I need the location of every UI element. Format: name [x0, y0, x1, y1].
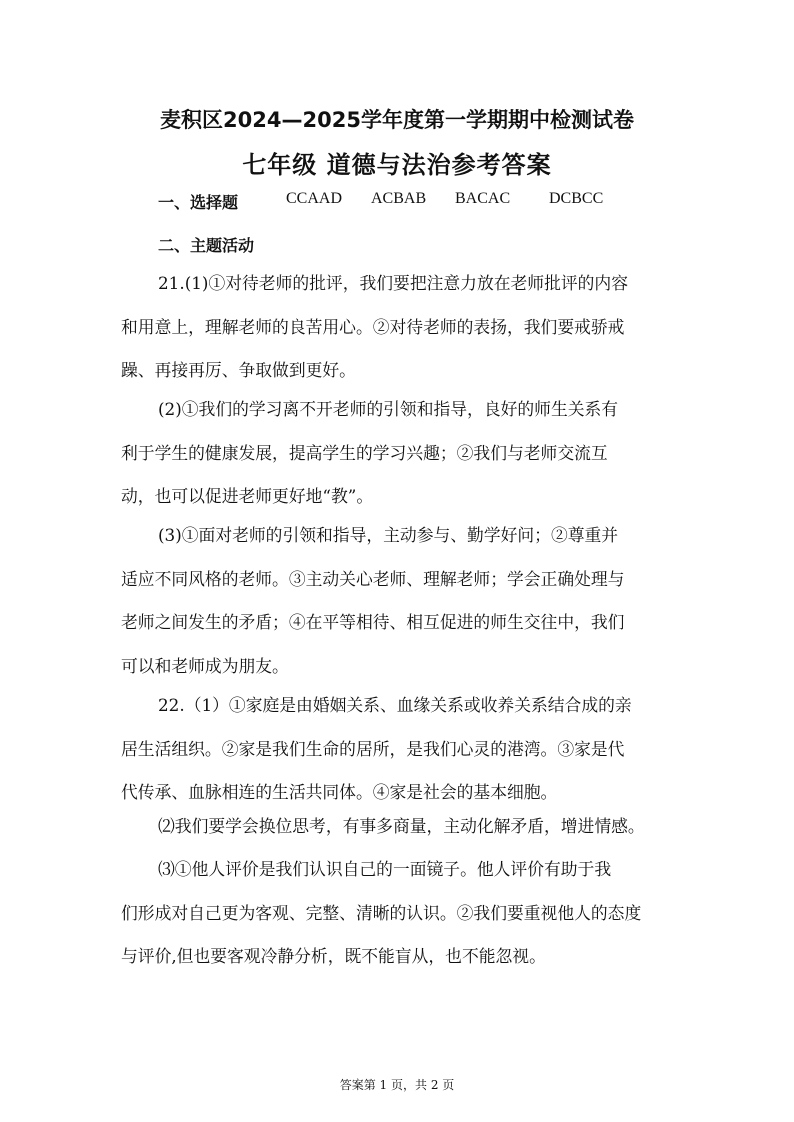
q22-part1-line: 代传承、血脉相连的生活共同体。④家是社会的基本细胞。 — [121, 782, 558, 802]
answer-subtitle: 七年级 道德与法治参考答案 — [242, 151, 552, 179]
q21-part3 — [121, 514, 676, 688]
q21-part2-line: 动，也可以促进老师更好地“教”。 — [121, 486, 374, 506]
q21-part2-line: (2)①我们的学习离不开老师的引领和指导，良好的师生关系有 — [158, 399, 619, 419]
q21-part1-line: 躁、再接再厉、争取做到更好。 — [121, 360, 356, 380]
q21-part1-line: 和用意上，理解老师的良苦用心。②对待老师的表扬，我们要戒骄戒 — [121, 316, 625, 337]
section-choice — [158, 190, 678, 214]
q22-part3 — [121, 848, 676, 979]
q22-part1-line: 22.（1）①家庭是由婚姻关系、血缘关系或收养关系结合成的亲 — [158, 695, 632, 715]
q22-part1 — [121, 684, 676, 815]
q21-part1-line: 21.(1)①对待老师的批评，我们要把注意力放在老师批评的内容 — [158, 273, 628, 293]
q22-part3-line: 们形成对自己更为客观、完整、清晰的认识。②我们要重视他人的态度 — [121, 902, 642, 923]
q22-part3-line: ⑶①他人评价是我们认识自己的一面镜子。他人评价有助于我 — [158, 859, 612, 879]
q21-part3-line: 适应不同风格的老师。③主动关心老师、理解老师；学会正确处理与 — [121, 568, 625, 589]
q22-part1-line: 居生活组织。②家是我们生命的居所，是我们心灵的港湾。③家是代 — [121, 738, 625, 759]
q22-part3-line: 与评价,但也要客观冷静分析，既不能盲从，也不能忽视。 — [121, 946, 546, 966]
q21-part1 — [121, 262, 676, 393]
q21-part3-line: 老师之间发生的矛盾；④在平等相待、相互促进的师生交往中，我们 — [121, 612, 625, 632]
answer-group-3: BACAC — [455, 190, 511, 207]
page-footer: 答案第 1 页，共 2 页 — [339, 1078, 455, 1092]
answer-group-4: DCBCC — [549, 190, 604, 207]
q22-part2-line: ⑵我们要学会换位思考，有事多商量，主动化解矛盾，增进情感。 — [158, 816, 645, 836]
q21-part2-line: 利于学生的健康发展，提高学生的学习兴趣；②我们与老师交流互 — [121, 442, 608, 463]
section-choice-label: 一、选择题 — [158, 193, 239, 212]
q22-part2 — [121, 805, 676, 849]
q21-part3-line: (3)①面对老师的引领和指导，主动参与、勤学好问；②尊重并 — [158, 525, 619, 545]
section-activity — [158, 233, 254, 256]
section-activity-label: 二、主题活动 — [158, 236, 255, 255]
answer-group-1: CCAAD — [286, 190, 343, 207]
answer-group-2: ACBAB — [371, 190, 427, 207]
q21-part2 — [121, 388, 676, 519]
exam-title: 麦积区2024—2025学年度第一学期期中检测试卷 — [160, 108, 634, 132]
q21-part3-line: 可以和老师成为朋友。 — [121, 655, 289, 676]
